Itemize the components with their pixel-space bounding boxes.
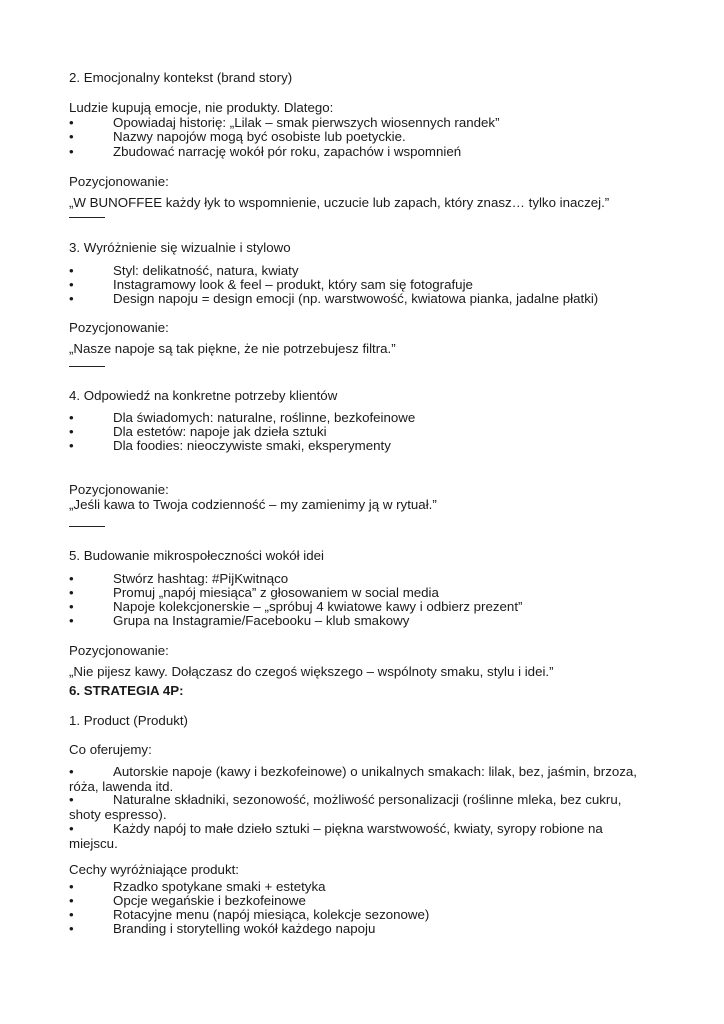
positioning-quote: „Nie pijesz kawy. Dołączasz do czegoś większego – wspólnoty smaku, stylu i idei.” [69,664,554,679]
list-item-text: Grupa na Instagramie/Facebooku – klub smakowy [113,613,410,628]
divider [69,217,105,218]
bullet-icon: • [69,438,74,453]
list-item-text: Każdy napój to małe dzieło sztuki – piękna warstwowość, kwiaty, syropy robione na miejscu. [69,821,603,851]
divider [69,366,105,367]
positioning-label: Pozycjonowanie: [69,643,169,658]
list-item-text: Promuj „napój miesiąca” z głosowaniem w social media [113,585,439,600]
bullet-icon: • [69,821,74,836]
list-item [69,115,500,130]
bullet-icon: • [69,879,74,894]
positioning-quote: „W BUNOFFEE każdy łyk to wspomnienie, uczucie lub zapach, który znasz… tylko inaczej.” [69,195,610,210]
bullet-icon: • [69,291,74,306]
list-item-text: Opcje wegańskie i bezkofeinowe [113,893,306,908]
list-item [69,438,391,453]
list-item-text: Instagramowy look & feel – produkt, który sam się fotografuje [113,277,473,292]
bullet-icon: • [69,907,74,922]
list-item [69,921,375,936]
list-item [69,144,461,159]
list-item-text: Design napoju = design emocji (np. warstwowość, kwiatowa pianka, jadalne płatki) [113,291,599,306]
list-item [69,129,406,144]
bullet-icon: • [69,424,74,439]
list-item-text: Autorskie napoje (kawy i bezkofeinowe) o unikalnych smakach: lilak, bez, jaśmin, brzoza, róża, lawenda itd. [69,764,637,794]
section-heading-bold: 6. STRATEGIA 4P: [69,683,184,698]
list-item-text: Styl: delikatność, natura, kwiaty [113,263,299,278]
list-item-text: Dla foodies: nieoczywiste smaki, eksperymenty [113,438,391,453]
list-item [69,291,598,306]
bullet-icon: • [69,893,74,908]
list-item [69,263,299,278]
positioning-label: Pozycjonowanie: [69,174,169,189]
bullet-icon: • [69,792,74,807]
list-item [69,792,649,822]
positioning-quote: „Jeśli kawa to Twoja codzienność – my zamienimy ją w rytuał.” [69,497,437,512]
section-heading: 3. Wyróżnienie się wizualnie i stylowo [69,240,291,255]
paragraph: Cechy wyróżniające produkt: [69,862,239,877]
bullet-icon: • [69,263,74,278]
list-item [69,277,473,292]
list-item-text: Rotacyjne menu (napój miesiąca, kolekcje sezonowe) [113,907,430,922]
section-heading: 5. Budowanie mikrospołeczności wokół idei [69,548,324,563]
list-item [69,907,429,922]
list-item [69,585,439,600]
list-item-text: Naturalne składniki, sezonowość, możliwość personalizacji (roślinne mleka, bez cukru, shoty espresso). [69,792,622,822]
bullet-icon: • [69,571,74,586]
positioning-label: Pozycjonowanie: [69,482,169,497]
bullet-icon: • [69,410,74,425]
list-item-text: Branding i storytelling wokół każdego napoju [113,921,376,936]
bullet-icon: • [69,764,74,779]
divider [69,526,105,527]
list-item [69,410,415,425]
list-item-text: Dla świadomych: naturalne, roślinne, bezkofeinowe [113,410,416,425]
list-item-text: Opowiadaj historię: „Lilak – smak pierwszych wiosennych randek” [113,115,500,130]
bullet-icon: • [69,921,74,936]
list-item [69,571,288,586]
list-item [69,599,522,614]
subheading: 1. Product (Produkt) [69,713,188,728]
list-item-text: Rzadko spotykane smaki + estetyka [113,879,326,894]
bullet-icon: • [69,277,74,292]
bullet-icon: • [69,115,74,130]
bullet-icon: • [69,599,74,614]
list-item [69,893,306,908]
bullet-icon: • [69,613,74,628]
list-item [69,424,327,439]
list-item-text: Nazwy napojów mogą być osobiste lub poetyckie. [113,129,406,144]
bullet-icon: • [69,129,74,144]
list-item [69,821,649,851]
list-item [69,879,325,894]
list-item-text: Dla estetów: napoje jak dzieła sztuki [113,424,327,439]
list-item [69,613,409,628]
list-item-text: Napoje kolekcjonerskie – „spróbuj 4 kwiatowe kawy i odbierz prezent” [113,599,523,614]
positioning-label: Pozycjonowanie: [69,320,169,335]
positioning-quote: „Nasze napoje są tak piękne, że nie potrzebujesz filtra.” [69,341,396,356]
section-heading: 4. Odpowiedź na konkretne potrzeby klientów [69,388,338,403]
list-item-text: Zbudować narrację wokół pór roku, zapachów i wspomnień [113,144,462,159]
list-item-text: Stwórz hashtag: #PijKwitnąco [113,571,289,586]
paragraph: Co oferujemy: [69,742,152,757]
section-heading: 2. Emocjonalny kontekst (brand story) [69,70,293,85]
paragraph: Ludzie kupują emocje, nie produkty. Dlatego: [69,100,334,115]
bullet-icon: • [69,585,74,600]
list-item [69,764,649,794]
bullet-icon: • [69,144,74,159]
